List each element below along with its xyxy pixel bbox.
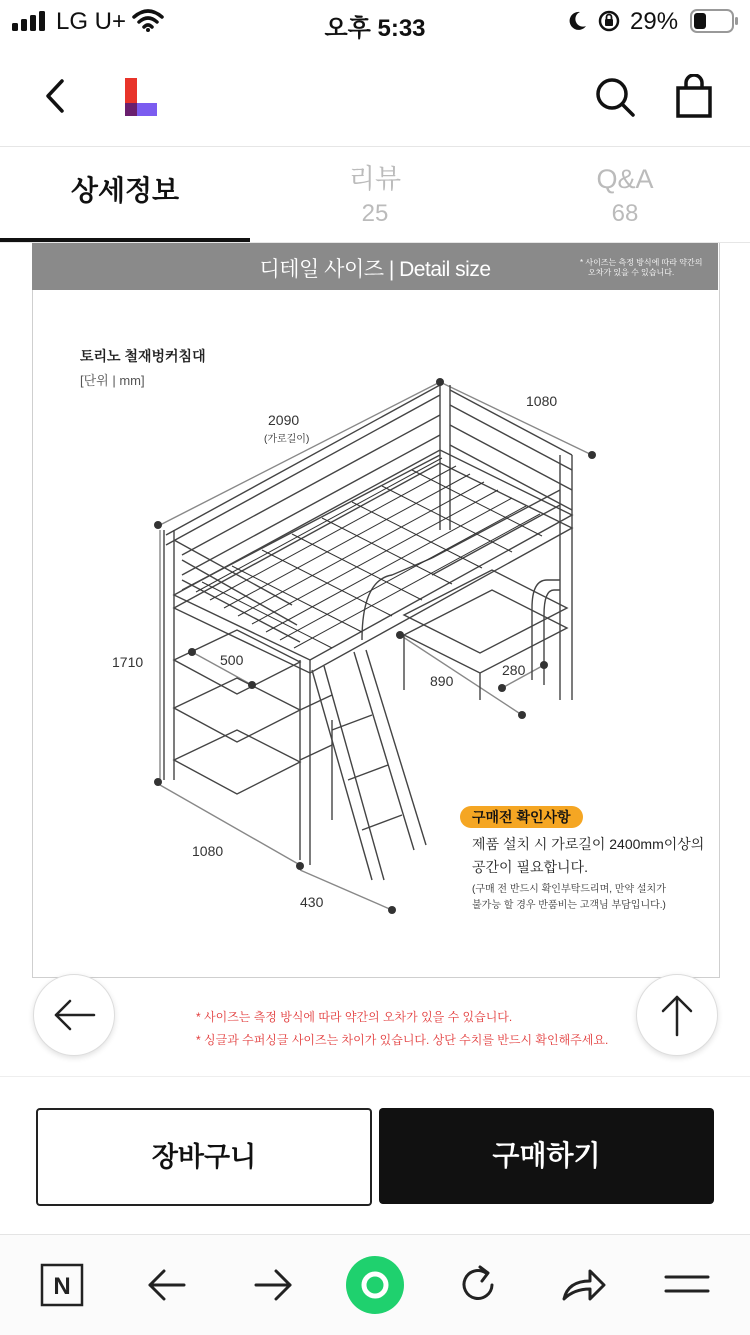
tab-review-count: 25: [361, 200, 389, 227]
carrier-label: LG U+: [56, 8, 127, 35]
lotte-on-logo[interactable]: [122, 76, 162, 118]
browser-back-icon[interactable]: [146, 1265, 188, 1305]
tab-review[interactable]: [250, 146, 500, 242]
tab-qna-count: 68: [611, 200, 639, 227]
share-icon[interactable]: [560, 1265, 608, 1305]
product-name: 토리노 철재벙커침대: [80, 348, 206, 364]
dim-length: 2090: [268, 412, 300, 428]
buy-now-button[interactable]: 구매하기: [379, 1108, 714, 1204]
dim-width-top: 1080: [526, 393, 558, 409]
arrow-up-icon: [637, 975, 717, 1055]
banner-note-line1: * 사이즈는 측정 방식에 따라 약간의: [580, 258, 703, 267]
scroll-back-button[interactable]: [33, 974, 115, 1056]
app-header: [0, 42, 750, 147]
dim-width-bottom: 1080: [192, 843, 224, 859]
notice-line3: (구매 전 반드시 확인부탁드리며, 만약 설치가: [472, 884, 666, 895]
browser-toolbar: [0, 1234, 750, 1335]
status-bar: [0, 0, 750, 42]
dim-desk-depth: 280: [502, 662, 526, 678]
shopping-bag-icon[interactable]: [674, 74, 714, 118]
tab-detail-label: 상세정보: [70, 175, 180, 206]
product-tabs: [0, 146, 750, 243]
tab-qna-label: Q&A: [596, 164, 654, 194]
banner-note: [580, 258, 710, 278]
scroll-top-button[interactable]: [636, 974, 718, 1056]
home-icon[interactable]: [345, 1255, 405, 1315]
dim-height: 1710: [112, 654, 144, 670]
banner-note-line2: 오차가 있을 수 있습니다.: [588, 268, 675, 277]
dim-ladder: 430: [300, 894, 324, 910]
dim-desk-width: 890: [430, 673, 454, 689]
size-notice-2: * 싱글과 수퍼싱글 사이즈는 차이가 있습니다. 상단 수치를 반드시 확인해주세요.: [196, 1033, 609, 1047]
dim-shelf-depth: 500: [220, 652, 244, 668]
notice-line4: 불가능 할 경우 반품비는 고객님 부담입니다.): [472, 900, 666, 911]
detail-size-title: 디테일 사이즈 | Detail size: [259, 258, 491, 281]
battery-icon: [690, 9, 740, 33]
browser-forward-icon[interactable]: [252, 1265, 294, 1305]
back-icon[interactable]: [40, 78, 70, 114]
unit-label: [단위 | mm]: [80, 373, 145, 388]
tab-review-label: 리뷰: [348, 164, 402, 194]
battery-percent: 29%: [630, 8, 679, 35]
size-notice-1: * 사이즈는 측정 방식에 따라 약간의 오차가 있을 수 있습니다.: [196, 1010, 513, 1024]
tab-detail-info[interactable]: [0, 146, 250, 242]
notice-line1: 제품 설치 시 가로길이 2400mm이상의: [472, 836, 705, 852]
search-icon[interactable]: [594, 76, 636, 118]
active-tab-indicator: [0, 238, 250, 242]
svg-text:N: N: [53, 1273, 71, 1300]
menu-icon[interactable]: [664, 1271, 710, 1299]
naver-icon[interactable]: [40, 1263, 84, 1307]
clock: 오후 5:33: [324, 15, 426, 42]
orientation-lock-icon: [598, 10, 622, 32]
bunk-bed-diagram: [32, 290, 718, 976]
dim-length-note: (가로길이): [264, 434, 310, 445]
add-to-cart-button[interactable]: 장바구니: [36, 1108, 372, 1206]
tab-qna[interactable]: [500, 146, 750, 242]
notice-line2: 공간이 필요합니다.: [472, 859, 588, 875]
moon-icon: [566, 10, 588, 32]
refresh-icon[interactable]: [456, 1263, 500, 1307]
arrow-left-icon: [34, 975, 114, 1055]
notice-badge: 구매전 확인사항: [460, 806, 583, 828]
